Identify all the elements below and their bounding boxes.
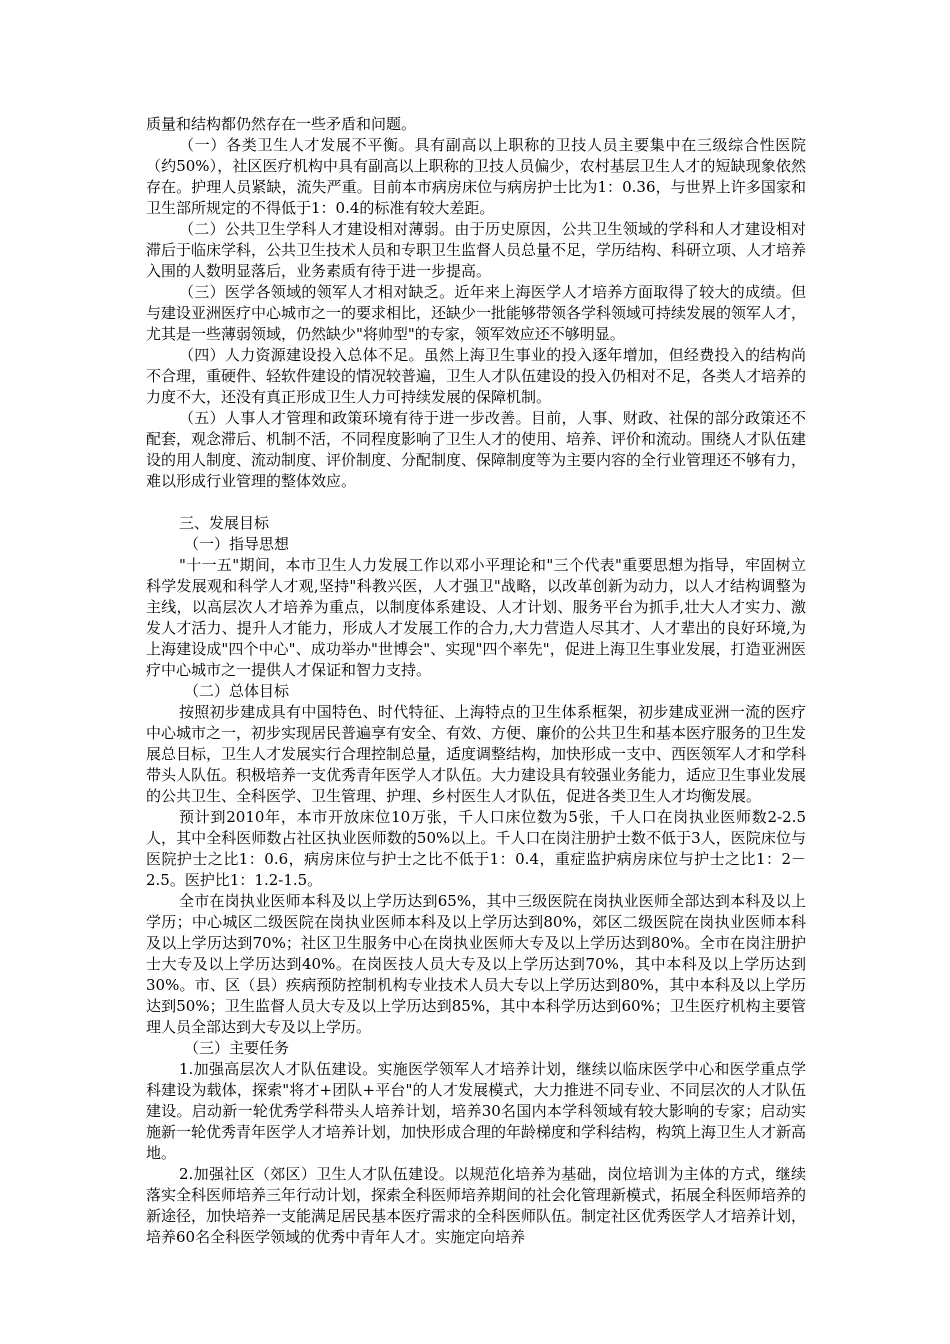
paragraph-task-1: 1.加强高层次人才队伍建设。实施医学领军人才培养计划，继续以临床医学中心和医学重点学科建设为载体，探索"将才+团队+平台"的人才发展模式，大力推进不同专业、不同层次的人才队伍建设。启动新一轮优秀学科带头人培养计划，培养30名国内本学科领域有较大影响的专家；启动实施新一轮优秀青年医学人才培养计划，加快形成合理的年龄梯度和学科结构，构筑上海卫生人才新高地。 <box>146 1060 807 1162</box>
paragraph-task-2: 2.加强社区（郊区）卫生人才队伍建设。以规范化培养为基础，岗位培训为主体的方式，继续落实全科医师培养三年行动计划，探索全科医师培养期间的社会化管理新模式，拓展全科医师培养的新途径，加快培养一支能满足居民基本医疗需求的全科医师队伍。制定社区优秀医学人才培养计划，培养60名全科医学领域的优秀中青年人才。实施定向培养 <box>146 1165 807 1246</box>
paragraph-overall-goals: 按照初步建成具有中国特色、时代特征、上海特点的卫生体系框架，初步建成亚洲一流的医疗中心城市之一，初步实现居民普遍享有安全、有效、方便、廉价的公共卫生和基本医疗服务的卫生发展总目标，卫生人才发展实行合理控制总量，适度调整结构，加快形成一支中、西医领军人才和学科带头人队伍。积极培养一支优秀青年医学人才队伍。大力建设具有较强业务能力，适应卫生事业发展的公共卫生、全科医学、卫生管理、护理、乡村医生人才队伍，促进各类卫生人才均衡发展。 <box>146 703 807 805</box>
paragraph-guiding-thought: "十一五"期间，本市卫生人力发展工作以邓小平理论和"三个代表"重要思想为指导，牢固树立科学发展观和科学人才观,坚持"科教兴医，人才强卫"战略，以改革创新为动力，以人才结构调整为主线，以高层次人才培养为重点，以制度体系建设、人才计划、服务平台为抓手,壮大人才实力、激发人才活力、提升人才能力，形成人才发展工作的合力,大力营造人尽其才、人才辈出的良好环境,为上海建设成"四个中心"、成功举办"世博会"、实现"四个率先"，促进上海卫生事业发展，打造亚洲医疗中心城市之一提供人才保证和智力支持。 <box>146 556 806 679</box>
paragraph-issue-4: （四）人力资源建设投入总体不足。虽然上海卫生事业的投入逐年增加，但经费投入的结构尚不合理，重硬件、轻软件建设的情况较普遍，卫生人才队伍建设的投入仍相对不足，各类人才培养的力度不大，还没有真正形成卫生人力可持续发展的保障机制。 <box>146 346 807 406</box>
paragraph-bed-targets: 预计到2010年，本市开放床位10万张，千人口床位数为5张，千人口在岗执业医师数2-2.5人，其中全科医师数占社区执业医师数的50%以上。千人口在岗注册护士数不低于3人，医院床位与医院护士之比1：0.6，病房床位与护士之比不低于1：0.4，重症监护病房床位与护士之比1：2－2.5。医护比1：1.2-1.5。 <box>146 808 806 889</box>
document-body <box>146 114 806 1248</box>
paragraph-issue-5: （五）人事人才管理和政策环境有待于进一步改善。目前，人事、财政、社保的部分政策还不配套，观念滞后、机制不活，不同程度影响了卫生人才的使用、培养、评价和流动。围绕人才队伍建设的用人制度、流动制度、评价制度、分配制度、保障制度等为主要内容的全行业管理还不够有力，难以形成行业管理的整体效应。 <box>146 409 807 490</box>
paragraph-issue-2: （二）公共卫生学科人才建设相对薄弱。由于历史原因，公共卫生领域的学科和人才建设相对滞后于临床学科，公共卫生技术人员和专职卫生监督人员总量不足，学历结构、科研立项、人才培养入围的人数明显落后，业务素质有待于进一步提高。 <box>146 220 807 280</box>
paragraph-issue-3: （三）医学各领域的领军人才相对缺乏。近年来上海医学人才培养方面取得了较大的成绩。但与建设亚洲医疗中心城市之一的要求相比，还缺少一批能够带领各学科领域可持续发展的领军人才，尤其是一些薄弱领域，仍然缺少"将帅型"的专家，领军效应还不够明显。 <box>146 283 807 343</box>
paragraph-education-targets: 全市在岗执业医师本科及以上学历达到65%，其中三级医院在岗执业医师全部达到本科及以上学历；中心城区二级医院在岗执业医师本科及以上学历达到80%，郊区二级医院在岗执业医师本科及以上学历达到70%；社区卫生服务中心在岗执业医师大专及以上学历达到80%。全市在岗注册护士大专及以上学历达到40%。在岗医技人员大专及以上学历达到70%，其中本科及以上学历达到30%。市、区（县）疾病预防控制机构专业技术人员大专以上学历达到80%，其中本科及以上学历达到50%；卫生监督人员大专及以上学历达到85%，其中本科学历达到60%；卫生医疗机构主要管理人员全部达到大专及以上学历。 <box>146 892 806 1036</box>
section-gap <box>146 492 806 513</box>
paragraph-issue-1: （一）各类卫生人才发展不平衡。具有副高以上职称的卫技人员主要集中在三级综合性医院（约50%），社区医疗机构中具有副高以上职称的卫技人员偏少，农村基层卫生人才的短缺现象依然存在。护理人员紧缺，流失严重。目前本市病房床位与病房护士比为1：0.36，与世界上许多国家和卫生部所规定的不得低于1：0.4的标准有较大差距。 <box>146 136 806 217</box>
subsection-heading-goals: （二）总体目标 <box>184 682 290 700</box>
subsection-heading-guiding: （一）指导思想 <box>184 535 290 553</box>
section-heading: 三、发展目标 <box>179 514 270 532</box>
subsection-heading-tasks: （三）主要任务 <box>184 1039 290 1057</box>
paragraph-continuation: 质量和结构都仍然存在一些矛盾和问题。 <box>146 115 417 133</box>
